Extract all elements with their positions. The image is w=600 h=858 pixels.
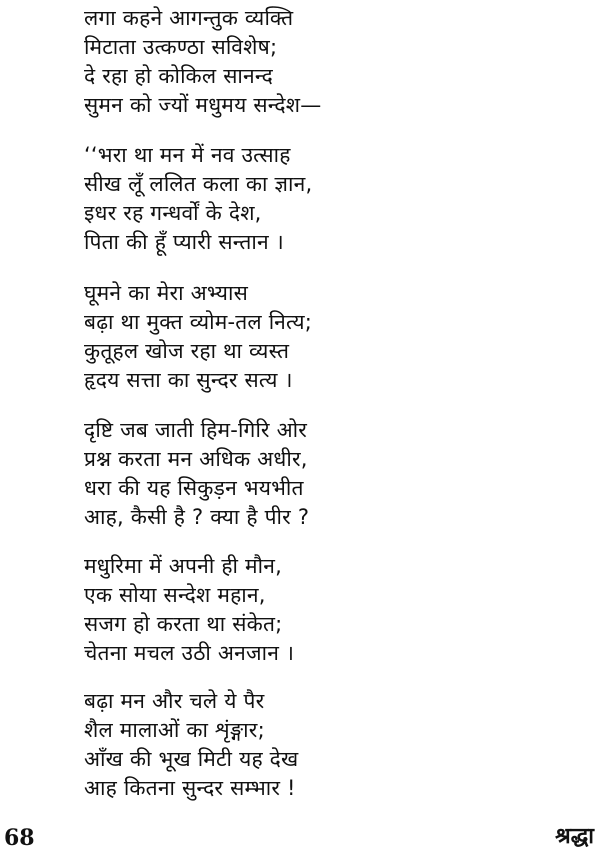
poem-line: ‘‘भरा था मन में नव उत्साह bbox=[84, 143, 291, 167]
poem-line: प्रश्न करता मन अधिक अधीर, bbox=[84, 447, 308, 471]
poem-stanza-6 bbox=[84, 687, 504, 803]
poem-line: बढ़ा मन और चले ये पैर bbox=[84, 689, 265, 713]
poem-line: धरा की यह सिकुड़न भयभीत bbox=[84, 476, 304, 500]
poem-line: आह कितना सुन्दर सम्भार ! bbox=[84, 776, 296, 800]
poem-line: आह, कैसी है ? क्या है पीर ? bbox=[84, 505, 310, 529]
poem-stanza-1 bbox=[84, 4, 504, 120]
poem-line: इधर रह गन्धर्वों के देश, bbox=[84, 201, 262, 225]
poem-line: दृष्टि जब जाती हिम-गिरि ओर bbox=[84, 418, 308, 442]
poem-line: पिता की हूँ प्यारी सन्तान । bbox=[84, 230, 284, 254]
poem-line: हृदय सत्ता का सुन्दर सत्य । bbox=[84, 368, 293, 392]
poem-stanza-2 bbox=[84, 141, 504, 257]
poem-line: लगा कहने आगन्तुक व्यक्ति bbox=[84, 6, 294, 30]
poem-line: सजग हो करता था संकेत; bbox=[84, 612, 283, 636]
poem-stanza-5 bbox=[84, 552, 504, 668]
poem-line: एक सोया सन्देश महान, bbox=[84, 583, 266, 607]
poem-line: शैल मालाओं का शृंङ्गार; bbox=[84, 718, 265, 742]
poem-line: घूमने का मेरा अभ्यास bbox=[84, 281, 248, 305]
poem-line: मिटाता उत्कण्ठा सविशेष; bbox=[84, 35, 278, 59]
poem-line: दे रहा हो कोकिल सानन्द bbox=[84, 64, 273, 88]
poem-line: आँख की भूख मिटी यह देख bbox=[84, 747, 299, 771]
poem-line: मधुरिमा में अपनी ही मौन, bbox=[84, 554, 282, 578]
poem-line: बढ़ा था मुक्त व्योम-तल नित्य; bbox=[84, 310, 312, 334]
poem-line: सुमन को ज्यों मधुमय सन्देश— bbox=[84, 93, 322, 117]
poem-stanza-4 bbox=[84, 416, 504, 532]
running-title: श्रद्धा bbox=[555, 824, 594, 849]
poem-line: चेतना मचल उठी अनजान । bbox=[84, 641, 295, 665]
poem-stanza-3 bbox=[84, 279, 504, 395]
poem-line: सीख लूँ ललित कला का ज्ञान, bbox=[84, 172, 313, 196]
poem-line: कुतूहल खोज रहा था व्यस्त bbox=[84, 339, 290, 363]
page-number: 68 bbox=[4, 825, 35, 851]
